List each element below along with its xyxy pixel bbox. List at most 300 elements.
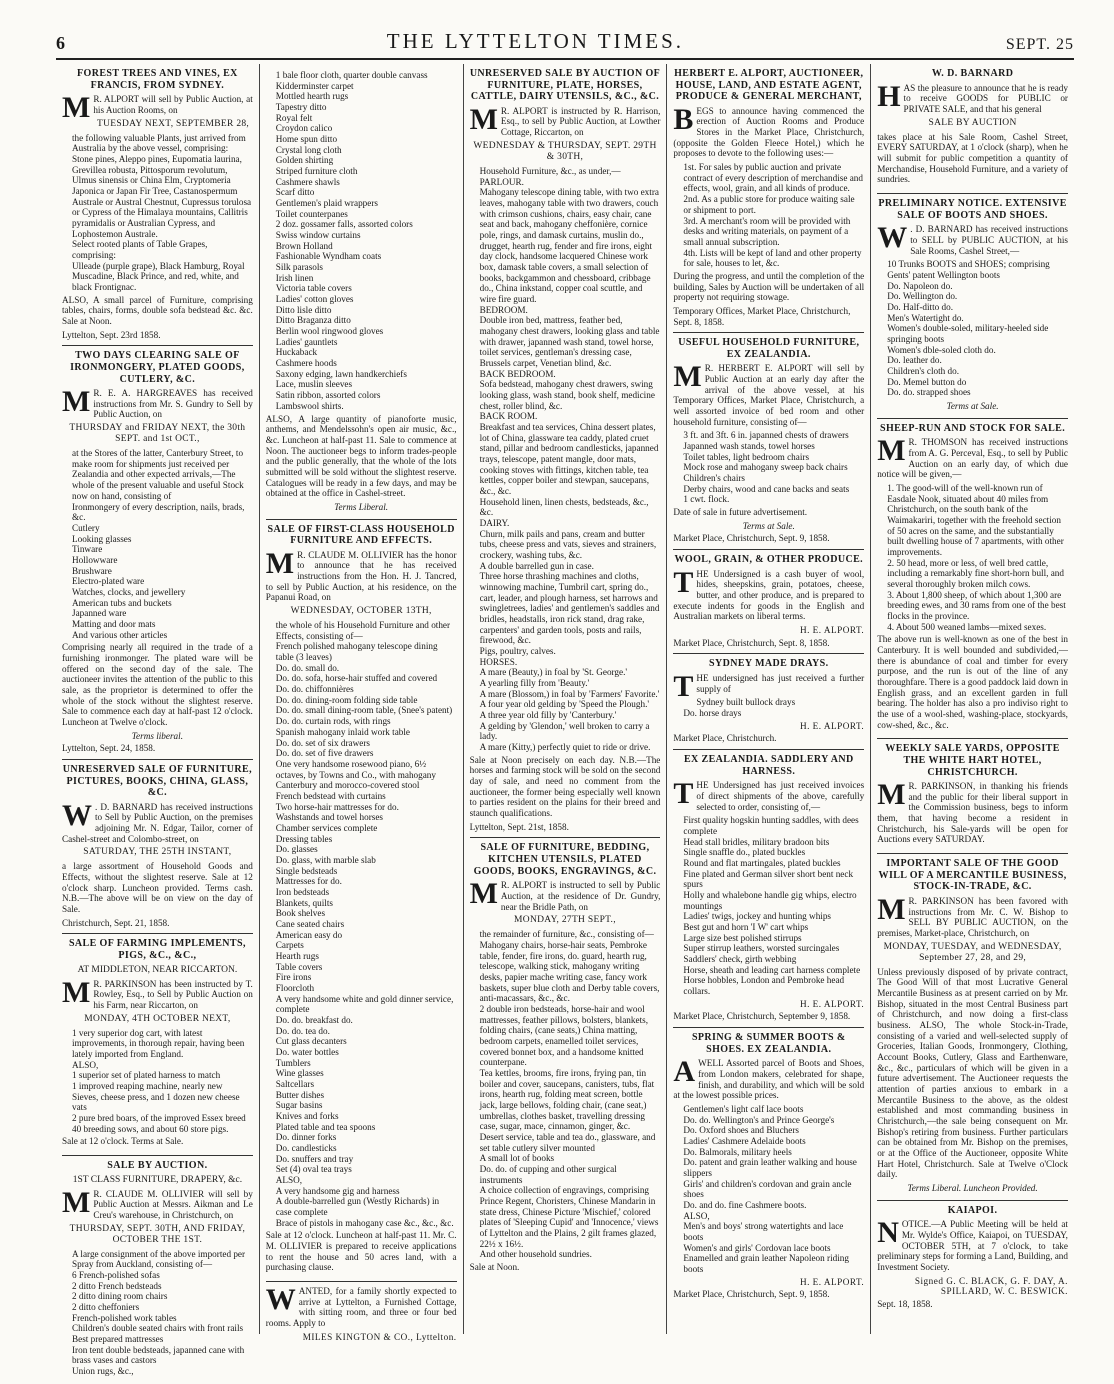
ad-item: Two horse-hair mattresses for do. bbox=[275, 801, 399, 812]
ad-body bbox=[673, 1055, 865, 1101]
ad-item: Desert service, table and tea do., glassware, and set table cutlery silver mounted bbox=[479, 1132, 656, 1153]
drop-cap: M bbox=[265, 546, 295, 580]
ad-item: Toilet counterpanes bbox=[275, 208, 348, 219]
ad-body-text: AS the pleasure to announce that he is ready to receive GOODS for PUBLIC or PRIVATE SALE, and that his general bbox=[903, 82, 1068, 114]
ad-terms: Terms Liberal. Luncheon Provided. bbox=[907, 1183, 1038, 1194]
ad-item: Round and flat martingales, plated buckles bbox=[683, 857, 841, 868]
ad-item: Do. Balmorals, military heels bbox=[683, 1146, 792, 1157]
ad-item: Berlin wool ringwood gloves bbox=[275, 326, 384, 337]
ad-notes: Sale at 12 o'clock. Luncheon at half-past 11. Mr. C. M. OLLIVIER is prepared to receive applications to rent the house and 50 acres land, with a purchasing clause. bbox=[265, 1230, 457, 1273]
ad-item: 2 double iron bedsteads, horse-hair and wool mattresses, feather pillows, bolsters, blankets, folding chairs, (cane seats,) China matting, bedroom carpets, enamelled toilet services, covered bonnet box, and a handsome knitted counterpane. bbox=[479, 1004, 648, 1068]
advertisement bbox=[877, 739, 1068, 854]
ad-item-list bbox=[72, 133, 253, 293]
ad-item: Washstands and towel horses bbox=[275, 812, 383, 823]
ad-body bbox=[877, 892, 1068, 939]
ad-title: PRELIMINARY NOTICE. EXTENSIVE SALE OF BOOTS AND SHOES. bbox=[878, 197, 1067, 221]
ad-signature: MILES KINGTON & CO., Lyttelton. bbox=[302, 1331, 457, 1342]
ad-item-list bbox=[683, 162, 864, 269]
ad-item: the remainder of furniture, &c., consisting of— bbox=[479, 929, 654, 940]
ad-item: Do. do. curtain rods, with rings bbox=[275, 716, 391, 727]
advertisement bbox=[877, 419, 1068, 740]
ad-item: Silk parasols bbox=[275, 262, 324, 273]
ad-item: Cashmere hoods bbox=[275, 358, 337, 369]
ad-item: 1 superior set of plated harness to match bbox=[72, 1070, 221, 1081]
advertisement bbox=[266, 1282, 457, 1347]
ad-item: 2 ditto cheffoniers bbox=[72, 1302, 140, 1313]
ad-item: Select rooted plants of Table Grapes, comprising: bbox=[72, 239, 208, 260]
newspaper-title: THE LYTTELTON TIMES. bbox=[386, 29, 685, 53]
ad-item: A choice collection of engravings, comprising Prince Regent, Choristers, Chinese Mandarin in state dress, Chinese Picture 'Mischief,' colored plates of 'Sleeping Cupid' and 'Innocence,' views of Lyttelton and the Plains, 2 gilt frames glazed, 22½ x 16½. bbox=[479, 1185, 659, 1249]
ad-item: 4. About 500 weaned lambs—mixed sexes. bbox=[887, 621, 1047, 632]
ad-body-text: EGS to announce having commenced the erection of Auction Rooms and Produce Stores in the Market Place, Christchurch, (opposite the Golden Fleece Hotel,) which he proposes to devote to the following uses:— bbox=[673, 105, 865, 159]
ad-body-text: R. CLAUDE M. OLLIVIER has the honor to announce that he has received instructions from the Hon. H. J. Tancred, to sell by Public Auction, at his residence, on the Papanui Road, on bbox=[265, 549, 457, 603]
advertisement bbox=[62, 64, 253, 346]
ad-body bbox=[877, 778, 1068, 845]
ad-title: IMPORTANT SALE OF THE GOOD WILL OF A MERCANTILE BUSINESS, STOCK-IN-TRADE, &C. bbox=[878, 858, 1067, 893]
ad-body bbox=[877, 221, 1068, 256]
ad-dateline: Market Place, Christchurch, September 9, 1858. bbox=[673, 1011, 851, 1022]
ad-terms: Terms at Sale. bbox=[742, 520, 795, 531]
advertisement bbox=[266, 520, 457, 1283]
advertisement bbox=[673, 64, 864, 333]
ad-notes: During the progress, and until the completion of the building, Sales by Auction will be undertaken of all property not requiring stowage. bbox=[673, 270, 865, 303]
ad-item: DAIRY. bbox=[479, 518, 510, 528]
ad-item: Home spun ditto bbox=[275, 134, 338, 145]
ad-item: A four year old gelding by 'Speed the Plough.' bbox=[479, 699, 650, 710]
ad-item-list bbox=[887, 259, 1068, 398]
ad-item: Kidderminster carpet bbox=[275, 80, 354, 91]
ad-item: A very handsome white and gold dinner service, complete bbox=[275, 993, 454, 1015]
ad-notes: Sale at Noon. bbox=[469, 1262, 520, 1273]
ad-body-text: . D. BARNARD has received instructions to Sell by Public Auction, on the premises adjoining Mr. N. Edgar, Tailor, corner of Cashel-street and Colombo-street, on bbox=[62, 801, 253, 844]
drop-cap: T bbox=[673, 777, 694, 811]
ad-item: Table covers bbox=[275, 961, 323, 972]
ad-item: A yearling filly from 'Beauty.' bbox=[479, 678, 590, 689]
ad-dateline: Market Place, Christchurch, Sept. 9, 1858. bbox=[673, 533, 830, 544]
ad-date: MONDAY, TUESDAY, and WEDNESDAY, September 27, 28, and 29, bbox=[883, 941, 1062, 963]
ad-body bbox=[877, 1216, 1068, 1273]
advertisement bbox=[673, 333, 864, 550]
ad-item: Large size best polished stirrups bbox=[683, 932, 802, 943]
ad-body bbox=[265, 546, 457, 603]
ad-item: Cane seated chairs bbox=[275, 918, 345, 929]
ad-item: at the Stores of the latter, Canterbury Street, to make room for shipments just received per Zealandia and other expected arrivals,—The whole of the present valuable and useful Stock now on hand, consisting of bbox=[72, 448, 244, 501]
column-2 bbox=[260, 64, 464, 1342]
ad-date: THURSDAY, SEPT. 30TH, AND FRIDAY, OCTOBER THE 1ST. bbox=[69, 1223, 246, 1245]
ad-body-text: OTICE.—A Public Meeting will be held at Mr. Wylde's Office, Kaiapoi, on TUESDAY, OCTOBER 5TH, at 7 o'clock, to take preliminary steps for forming a Land, Building, and Investment Society. bbox=[877, 1219, 1068, 1273]
ad-item: Hearth rugs bbox=[275, 950, 319, 961]
ad-item: Do. dinner forks bbox=[275, 1132, 337, 1143]
ad-body-text: R. CLAUDE M. OLLIVIER will sell by Public Auction at Messrs. Aikman and Le Creu's warehouse, in Christchurch, on bbox=[93, 1188, 253, 1221]
ad-item: Do. and do. fine Cashmere boots. bbox=[683, 1199, 807, 1210]
ad-item: And other household sundries. bbox=[479, 1249, 592, 1260]
ad-date: MONDAY, 4TH OCTOBER NEXT, bbox=[84, 1013, 231, 1024]
drop-cap: H bbox=[877, 79, 901, 113]
ad-signature: H. E. ALPORT. bbox=[799, 998, 865, 1009]
ad-title: HERBERT E. ALPORT, AUCTIONEER, HOUSE, LAND, AND ESTATE AGENT, PRODUCE & GENERAL MERCHANT, bbox=[674, 68, 864, 103]
ad-item: Crystal long cloth bbox=[275, 144, 342, 155]
ad-item: 1 improved reaping machine, nearly new bbox=[72, 1081, 223, 1092]
drop-cap: M bbox=[877, 778, 906, 812]
ad-item: Double iron bed, mattress, feather bed, mahogany chest drawers, looking glass and table with drawer, japanned wash stand, towel horse, toilet services, gentleman's dressing case, Brussels carpet, Venetian blind, &c. bbox=[479, 315, 660, 368]
ad-item: Ditto lisle ditto bbox=[275, 304, 332, 315]
ad-item: Sofa bedstead, mahogany chest drawers, swing looking glass, wash stand, book shelf, medicine chest, roller blind, &c. bbox=[479, 379, 655, 411]
ad-item-list bbox=[72, 1028, 253, 1135]
ad-item: Chamber services complete bbox=[275, 822, 378, 833]
drop-cap: M bbox=[877, 434, 906, 468]
ad-item: 2 ditto dining room chairs bbox=[72, 1291, 168, 1302]
ad-item-list bbox=[683, 1104, 864, 1275]
ad-item: Stone pines, Aleppo pines, Eupomatia laurina, Grevillea robusta, Pittosporum revolutum, Ulmus sinensis or China Elm, Cryptomeria Japonica or Japan Fir Tree, Castanospermum Australe or Austral Chestnut, Cupressus torulosa or Cypress of the Himalaya mountains, Callitris pyramidalis or Australian Cypress, and Lophostemon Australe. bbox=[72, 153, 252, 239]
ad-item: Men's and boys' strong watertights and lace boots bbox=[683, 1221, 844, 1242]
advertisement bbox=[673, 1028, 864, 1305]
ad-item: Do. leather do. bbox=[887, 355, 942, 366]
ad-body bbox=[673, 102, 865, 159]
ad-item-list bbox=[72, 448, 253, 640]
ad-dateline: Lyttelton, Sept. 24, 1858. bbox=[62, 743, 156, 754]
ad-item: Brace of pistols in mahogany case &c., &c., &c. bbox=[275, 1217, 454, 1228]
ad-item: Brown Holland bbox=[275, 240, 333, 251]
ad-item: Do. do. small dining-room table, (Snee's patent) bbox=[275, 705, 453, 716]
ad-title: EX ZEALANDIA. SADDLERY AND HARNESS. bbox=[683, 754, 854, 777]
page-number: 6 bbox=[56, 33, 65, 53]
ad-title: TWO DAYS CLEARING SALE OF IRONMONGERY, PLATED GOODS, CUTLERY, &C. bbox=[70, 350, 245, 385]
ad-item: Cut glass decanters bbox=[275, 1036, 347, 1047]
ad-item: Breakfast and tea services, China dessert plates, lot of China, glassware tea caddy, plated cruet stand, pillar and bedroom candlesticks, japanned trays, telescope, patent mangle, door mats, cooking stoves with fittings, kitchen table, tea kettles, copper boiler and stewpan, saucepans, &c., &c. bbox=[479, 421, 659, 496]
ad-item: Striped furniture cloth bbox=[275, 166, 358, 177]
drop-cap: T bbox=[673, 565, 694, 599]
ad-body bbox=[877, 434, 1068, 480]
ad-item: Do. patent and grain leather walking and house slippers bbox=[683, 1157, 857, 1178]
ad-item: 2 doz. gossamer falls, assorted colors bbox=[275, 219, 413, 230]
ad-item: French bedstead with curtains bbox=[275, 790, 386, 801]
ad-body bbox=[265, 1283, 457, 1329]
ad-item: Knives and forks bbox=[275, 1111, 339, 1122]
ad-item: ALSO, bbox=[275, 1175, 303, 1186]
ad-terms: Terms at Sale. bbox=[946, 400, 999, 411]
ad-item: Ironmongery of every description, nails, brads, &c. bbox=[72, 501, 245, 523]
ad-body bbox=[62, 1185, 253, 1221]
advertisement bbox=[62, 934, 253, 1156]
ad-body bbox=[62, 975, 253, 1011]
ad-body-text: HE Undersigned has just received invoices of direct shipments of the above, carefully selected to order, consisting of,— bbox=[696, 780, 865, 812]
ad-dateline: Market Place, Christchurch, Sept. 8, 1858. bbox=[673, 637, 830, 648]
ad-item: Girls' and children's cordovan and grain ancle shoes bbox=[683, 1178, 852, 1200]
ad-body-text: ANTED, for a family shortly expected to arrive at Lyttelton, a Furnished Cottage, with sitting room, and three or four bed rooms. Apply to bbox=[265, 1286, 457, 1329]
ad-item: BACK ROOM. bbox=[479, 411, 538, 422]
ad-item: 4th. Lists will be kept of land and other property for sale, houses to let, &c. bbox=[683, 247, 862, 269]
ad-item: Mottled hearth rugs bbox=[275, 91, 349, 102]
ad-title: UNRESERVED SALE OF FURNITURE, PICTURES, BOOKS, CHINA, GLASS, &C. bbox=[62, 763, 253, 799]
ad-title: KAIAPOI. bbox=[947, 1204, 998, 1216]
ad-item: Do. glasses bbox=[275, 844, 318, 855]
ad-body bbox=[62, 798, 253, 845]
ad-item: Sieves, cheese press, and 1 dozen new cheese vats bbox=[72, 1091, 240, 1113]
ad-item: BACK BEDROOM. bbox=[479, 368, 556, 379]
ad-item: Mock rose and mahogany sweep back chairs bbox=[683, 462, 848, 473]
ad-item-list bbox=[480, 166, 661, 753]
column-5 bbox=[871, 64, 1074, 1334]
ad-item: HORSES. bbox=[479, 656, 518, 667]
ad-title: FOREST TREES AND VINES, EX FRANCIS, FROM SYDNEY. bbox=[77, 68, 238, 91]
ad-item: Fashionable Wyndham coats bbox=[275, 251, 382, 262]
ad-item: Tea kettles, brooms, fire irons, frying pan, tin boiler and cover, saucepans, canisters, tubs, flat irons, hearth rug, folding meat screen, bottle jack, large bellows, folding chair, (cane seat,) umbrellas, clothes basket, travelling dressing case, sugar, mace, cinnamon, ginger, &c. bbox=[479, 1068, 655, 1132]
ad-item: the whole of his Household Furniture and other Effects, consisting of— bbox=[275, 620, 451, 641]
ad-body bbox=[673, 565, 865, 622]
ad-item-list bbox=[683, 430, 864, 505]
ad-item: Sydney built bullock drays bbox=[696, 697, 796, 708]
ad-dateline: Market Place, Christchurch. bbox=[673, 733, 777, 744]
drop-cap: W bbox=[265, 1283, 296, 1317]
ad-item: Matting and door mats bbox=[72, 618, 156, 629]
advertisement bbox=[470, 64, 661, 838]
ad-item: Mahogany telescope dining table, with two extra leaves, mahogany table with two drawers, couch with crimson cushions, chairs, easy chair, cane seat and back, mahogany cheffonière, cornice pole, rings, and damask curtains, muslin do., drugget, hearth rug, fender and fire irons, eight day clock, handsome lacquered Chinese work box, damask table covers, a small selection of books, backgammon and chessboard, cribbage do., China inkstand, copper coal scuttle, and wire fire guard. bbox=[479, 187, 659, 304]
ad-item: Gents' patent Wellington boots bbox=[887, 269, 1000, 280]
ad-item: Churn, milk pails and pans, cream and butter tubs, cheese press and vats, sieves and strainers, crockery, washing tubs, &c. bbox=[479, 528, 657, 561]
ad-item: Ladies' twigs, jockey and hunting whips bbox=[683, 911, 832, 922]
ad-notes: ALSO, A small parcel of Furniture, comprising tables, chairs, forms, double sofa bedstead &c. &c. Sale at Noon. bbox=[62, 294, 253, 326]
ad-item: Wine glasses bbox=[275, 1068, 324, 1079]
ad-title: SALE OF FIRST-CLASS HOUSEHOLD FURNITURE AND EFFECTS. bbox=[267, 523, 455, 547]
ad-item: Holly and whalebone handle gig whips, electro mountings bbox=[683, 889, 857, 911]
ad-item: Enamelled and grain leather Napoleon riding boots bbox=[683, 1253, 849, 1274]
ad-item: Watches, clocks, and jewellery bbox=[72, 586, 186, 597]
ad-item: One very handsome rosewood piano, 6½ octaves, by Towns and Co., with mahogany Canterbury and morocco-covered stool bbox=[275, 758, 436, 791]
ad-notes: Sale at 12 o'clock. Terms at Sale. bbox=[62, 1136, 184, 1147]
ad-item: Golden shirting bbox=[275, 155, 334, 166]
ad-notes: Sale at Noon precisely on each day. N.B.—The horses and farming stock will be sold on the second day of sale, and need no comment from the auctioneer, the former being especially well known to parties resident on the plains for their breed and staunch qualifications. bbox=[469, 754, 661, 819]
ad-body bbox=[62, 385, 253, 420]
ad-item: Single bedsteads bbox=[275, 865, 338, 876]
ad-item: Horse hobbles, London and Pembroke head collars. bbox=[683, 975, 845, 997]
ad-body-text: R. HERBERT E. ALPORT will sell by Public Auction at an early day after the arrival of the above vessel, at his Temporary Offices, Market Place, Christchurch, a well assorted invoice of bed room and other household furniture, consisting of— bbox=[673, 363, 865, 427]
advertisement bbox=[673, 654, 864, 750]
ad-item: Floorcloth bbox=[275, 982, 315, 993]
drop-cap: M bbox=[673, 360, 702, 394]
drop-cap: A bbox=[673, 1055, 696, 1089]
ad-item: Royal felt bbox=[275, 112, 313, 123]
ad-item: Children's double seated chairs with front rails bbox=[72, 1323, 244, 1334]
ad-item: Victoria table covers bbox=[275, 283, 352, 294]
ad-item-list bbox=[480, 929, 661, 1260]
ad-item: Blankets, quilts bbox=[275, 897, 333, 908]
ad-item: BEDROOM. bbox=[479, 304, 528, 315]
ad-item: Mattresses for do. bbox=[275, 876, 342, 887]
ad-item: the following valuable Plants, just arrived from Australia by the above vessel, comprising: bbox=[72, 132, 246, 154]
ad-item: Women's double-soled, military-heeled side springing boots bbox=[887, 323, 1049, 344]
ad-item: Women's and girls' Cordovan lace boots bbox=[683, 1242, 831, 1253]
ad-title: W. D. BARNARD bbox=[931, 68, 1014, 79]
ad-item: Do. do. strapped shoes bbox=[887, 387, 971, 398]
drop-cap: M bbox=[62, 975, 91, 1009]
ad-item: Pigs, poultry, calves. bbox=[479, 646, 556, 657]
ad-body-text: HE undersigned has just received a further supply of bbox=[696, 673, 865, 694]
ad-terms: Terms liberal. bbox=[131, 730, 184, 741]
ad-item: Best gut and horn 'I W' cart whips bbox=[683, 922, 809, 932]
ad-item: 1 very superior dog cart, with latest improvements, in thorough repair, having been lately imported from England. bbox=[72, 1027, 245, 1060]
ad-title: WEEKLY SALE YARDS, OPPOSITE THE WHITE HART HOTEL, CHRISTCHURCH. bbox=[885, 743, 1060, 778]
ad-dateline: Lyttelton, Sept. 21st, 1858. bbox=[469, 821, 569, 832]
ad-item: Brushware bbox=[72, 565, 112, 576]
advertisement bbox=[673, 750, 864, 1028]
ad-item-list bbox=[683, 815, 864, 996]
ad-body-text: WELL Assorted parcel of Boots and Shoes, from London makers, celebrated for shape, finish, and durability, and which will be sold at the lowest possible prices. bbox=[673, 1058, 865, 1101]
drop-cap: N bbox=[877, 1216, 899, 1250]
ad-item: 2 pure bred boars, of the improved Essex breed bbox=[72, 1113, 246, 1124]
ad-title: SALE OF FARMING IMPLEMENTS, PIGS, &C., &C., bbox=[68, 938, 246, 962]
ad-item: Do. do. breakfast do. bbox=[275, 1014, 353, 1025]
ad-notes: The above run is well-known as one of the best in Canterbury. It is well bounded and subdivided,—there is abundance of coal and timber for every purpose, and the run is out of the line of any thoroughfare. There is a good paddock laid down in English grass, and an excellent garden in full bearing. The holder has also a pro indiviso right to the use of a wool-shed, washing-place, stockyards, cow-shed, &c., &c. bbox=[877, 634, 1068, 730]
ad-signature: H. E. ALPORT. bbox=[799, 625, 865, 636]
advertisement bbox=[673, 550, 864, 654]
ad-item: And various other articles bbox=[72, 629, 168, 640]
ad-body bbox=[469, 877, 661, 912]
column-1 bbox=[56, 64, 260, 1377]
ad-item: Butter dishes bbox=[275, 1089, 325, 1100]
ad-date: SALE BY AUCTION bbox=[928, 117, 1017, 128]
ad-item: Book shelves bbox=[275, 908, 326, 919]
ad-date: SATURDAY, THE 25TH INSTANT, bbox=[83, 847, 232, 858]
ad-item: Children's chairs bbox=[683, 473, 746, 484]
ad-item: Hollowware bbox=[72, 554, 118, 565]
ad-item: French-polished work tables bbox=[72, 1312, 177, 1323]
ad-item: Iron bedsteads bbox=[275, 886, 330, 897]
ad-item: Cutlery bbox=[72, 522, 100, 533]
ad-item: A three year old filly by 'Canterbury.' bbox=[479, 710, 617, 721]
drop-cap: M bbox=[62, 91, 91, 125]
ad-item: Gentlemen's plaid wrappers bbox=[275, 198, 378, 209]
ad-body bbox=[877, 79, 1068, 115]
column-4 bbox=[667, 64, 871, 1334]
ad-body-text: R. PARKINSON has been instructed by T. Rowley, Esq., to Sell by Public Auction on his Farm, near Riccarton, on bbox=[93, 978, 253, 1011]
ad-date: THURSDAY and FRIDAY NEXT, the 30th SEPT. and 1st OCT., bbox=[69, 423, 246, 445]
ad-signature: H. E. ALPORT. bbox=[799, 720, 865, 731]
ad-item: 2. 50 head, more or less, of well bred cattle, including a remarkably fine short-horn bull, and several thoroughly broken milch cows. bbox=[887, 557, 1064, 589]
ad-notes: takes place at his Sale Room, Cashel Street, EVERY SATURDAY, at 1 o'clock (sharp), when he will submit for public competition a quantity of Merchandise, Household Furniture, and a variety of sundries. bbox=[877, 131, 1068, 185]
ad-body-text: . D. BARNARD has received instructions to SELL by PUBLIC AUCTION, at his Sale Rooms, Cashel Street,— bbox=[910, 224, 1068, 256]
advertisement bbox=[877, 64, 1068, 194]
ad-item: Do. snuffers and tray bbox=[275, 1153, 354, 1164]
ad-item: Tumblers bbox=[275, 1057, 311, 1068]
ad-item: Household linen, linen chests, bedsteads, &c., &c. bbox=[479, 496, 649, 518]
ad-date: WEDNESDAY, OCTOBER 13TH, bbox=[290, 606, 432, 617]
ad-item: Union rugs, &c., bbox=[72, 1366, 134, 1377]
ad-item: 6 French-polished sofas bbox=[72, 1270, 160, 1281]
ad-subtitle: AT MIDDLETON, NEAR RICCARTON. bbox=[77, 964, 238, 975]
ad-item: Swiss window curtains bbox=[275, 230, 361, 241]
ad-title: SYDNEY MADE DRAYS. bbox=[709, 658, 829, 670]
ad-item: Do. do. of cupping and other surgical instruments bbox=[479, 1164, 617, 1185]
ad-item: Dressing tables bbox=[275, 833, 333, 844]
ad-item: ALSO, bbox=[683, 1210, 710, 1221]
advertisement bbox=[62, 760, 253, 935]
ad-item: PARLOUR. bbox=[479, 176, 524, 187]
ad-item: Lambswool shirts. bbox=[275, 400, 344, 411]
ad-item: 40 breeding sows, and about 60 store pigs. bbox=[72, 1123, 229, 1134]
ad-item: Horse, sheath and leading cart harness complete bbox=[683, 964, 861, 975]
ad-item: Fire irons bbox=[275, 972, 312, 983]
ad-item: Do. Napoleon do. bbox=[887, 280, 953, 291]
ad-item: A mare (Kitty,) perfectly quiet to ride or drive. bbox=[479, 742, 651, 753]
drop-cap: B bbox=[673, 102, 694, 136]
ad-date: MONDAY, 27TH SEPT., bbox=[514, 915, 616, 926]
ad-item-list bbox=[683, 697, 864, 718]
advertisement bbox=[877, 194, 1068, 419]
ad-item: Do. do. chiffonnières bbox=[275, 684, 354, 695]
ad-item: Japanned ware bbox=[72, 608, 127, 619]
ad-body-text: R. ALPORT is instructed by R. Harrison, Esq., to sell by Public Auction, at Lowther Cottage, Riccarton, on bbox=[500, 105, 661, 138]
ad-item: Irish linen bbox=[275, 272, 314, 283]
ad-item: Men's Watertight do. bbox=[887, 312, 964, 323]
ad-item: Do. Wellington do. bbox=[887, 291, 958, 302]
ad-item: Household Furniture, &c., as under,— bbox=[479, 165, 621, 176]
ad-notes: Date of sale in future advertisement. bbox=[673, 507, 808, 518]
column-3 bbox=[464, 64, 668, 1334]
ad-item: A mare (Beauty,) in foal by 'St. George.' bbox=[479, 667, 628, 678]
drop-cap: M bbox=[62, 385, 91, 419]
ad-notes: Unless previously disposed of by private contract, The Good Will of that most Lucrative General Mercantile Business as at present carried on by Mr. Bishop, situated in the most Central Business part of Christchurch, and now doing a first-class business. ALSO, The whole Stock-in-Trade, consisting of a varied and well-selected supply of Groceries, Italian Goods, Ironmongery, Clothing, Account Books, Cutlery, Glass and Earthenware, &c., &c., particulars of which will be given in a future advertisement. The Auctioneer requests the attention of parties anxious to embark in a Mercantile Business to the above, as the oldest established and most commanding business in Christchurch,—the sale being consequent on Mr. Bishop's retiring from business. Further particulars can be obtained from Mr. Bishop on the premises, or at the Office of the Auctioneer, opposite White Hart Hotel, Christchurch. Sale at Twelve o'Clock daily. bbox=[877, 966, 1068, 1180]
ad-item: French polished mahogany telescope dining table (3 leaves) bbox=[275, 641, 438, 663]
ad-body-text: R. PARKINSON has been favored with instructions from Mr. C. W. Bishop to SELL BY PUBLIC AUCTION, on the premises, Market-place, Christchurch, on bbox=[877, 895, 1068, 938]
ad-item: Do. Memel button do bbox=[887, 376, 967, 387]
ad-title: USEFUL HOUSEHOLD FURNITURE, EX ZEALANDIA. bbox=[678, 337, 860, 360]
ad-item: A mare (Blossom,) in foal by 'Farmers' Favorite.' bbox=[479, 688, 660, 699]
ad-item: A double-barrelled gun (Westly Richards) in case complete bbox=[275, 1196, 440, 1218]
ad-item: Do. do. set of five drawers bbox=[275, 748, 374, 759]
ad-item: American easy do bbox=[275, 929, 343, 940]
ad-item: Ditto Braganza ditto bbox=[275, 315, 351, 326]
ad-item: Do. horse drays bbox=[683, 708, 742, 719]
ad-item: Do. do. dining-room folding side table bbox=[275, 694, 418, 705]
ad-item: Do. do. set of six drawers bbox=[275, 737, 370, 748]
ad-date: TUESDAY NEXT, SEPTEMBER 28, bbox=[97, 118, 250, 129]
ad-item: Ulleade (purple grape), Black Hamburg, Royal Muscadine, Black Prince, and red, white, and black Frontignac. bbox=[72, 260, 245, 292]
ad-item: 1 cwt. flock. bbox=[683, 494, 730, 505]
drop-cap: M bbox=[469, 102, 498, 136]
ad-item: Croydon calico bbox=[275, 123, 333, 134]
advertisement bbox=[62, 346, 253, 760]
issue-date: SEPT. 25 bbox=[1005, 36, 1074, 53]
ad-item: Looking glasses bbox=[72, 533, 132, 544]
ad-item: Cashmere shawls bbox=[275, 176, 340, 187]
ad-item-list bbox=[887, 483, 1068, 632]
advertisement bbox=[266, 64, 457, 520]
ad-body-text: R. ALPORT is instructed to sell by Public Auction, at the residence of Dr. Gundry, near the Bridle Path, on bbox=[500, 880, 661, 912]
ad-item: Iron tent double bedsteads, japanned cane with brass vases and castors bbox=[72, 1344, 245, 1366]
ad-item: Set (4) oval tea trays bbox=[275, 1164, 352, 1175]
ad-title: SALE BY AUCTION. bbox=[107, 1160, 208, 1172]
ad-item: Plated table and tea spoons bbox=[275, 1121, 376, 1132]
ad-dateline: Market Place, Christchurch, Sept. 9, 1858. bbox=[673, 1289, 830, 1300]
ad-item: A small lot of books bbox=[479, 1153, 555, 1164]
ad-item: Carpets bbox=[275, 940, 304, 951]
ad-item: Children's cloth do. bbox=[887, 365, 960, 376]
ad-item: Do. water bottles bbox=[275, 1046, 339, 1057]
ad-item: Ladies' gauntlets bbox=[275, 336, 338, 347]
ad-item: Mahogany chairs, horse-hair seats, Pembroke table, fender, fire irons, do. guard, hearth rug, telescope, walking stick, mahogany writing desks, papier mache writing case, fancy work baskets, super blue cloth and Derby table covers, anti-macassars, &c., &c. bbox=[479, 939, 660, 1004]
ad-item: Huckaback bbox=[275, 347, 318, 358]
ad-item: Do. glass, with marble slab bbox=[275, 854, 376, 865]
ad-item: Head stall bridles, military bradoon bits bbox=[683, 836, 830, 847]
ad-item: Single snaffle do., plated buckles bbox=[683, 847, 806, 858]
ad-item: A gelding by 'Glendon,' well broken to carry a lady. bbox=[479, 720, 650, 742]
ad-item: Do. Oxford shoes and Bluchers bbox=[683, 1125, 799, 1136]
ad-item: 1 bale floor cloth, quarter double canvass bbox=[275, 70, 428, 80]
ad-item: A double barrelled gun in case. bbox=[479, 560, 594, 571]
ad-item: American tubs and buckets bbox=[72, 597, 172, 608]
ad-item: First quality hogskin hunting saddles, with dees complete bbox=[683, 815, 859, 836]
ad-item: Tapestry ditto bbox=[275, 102, 327, 113]
